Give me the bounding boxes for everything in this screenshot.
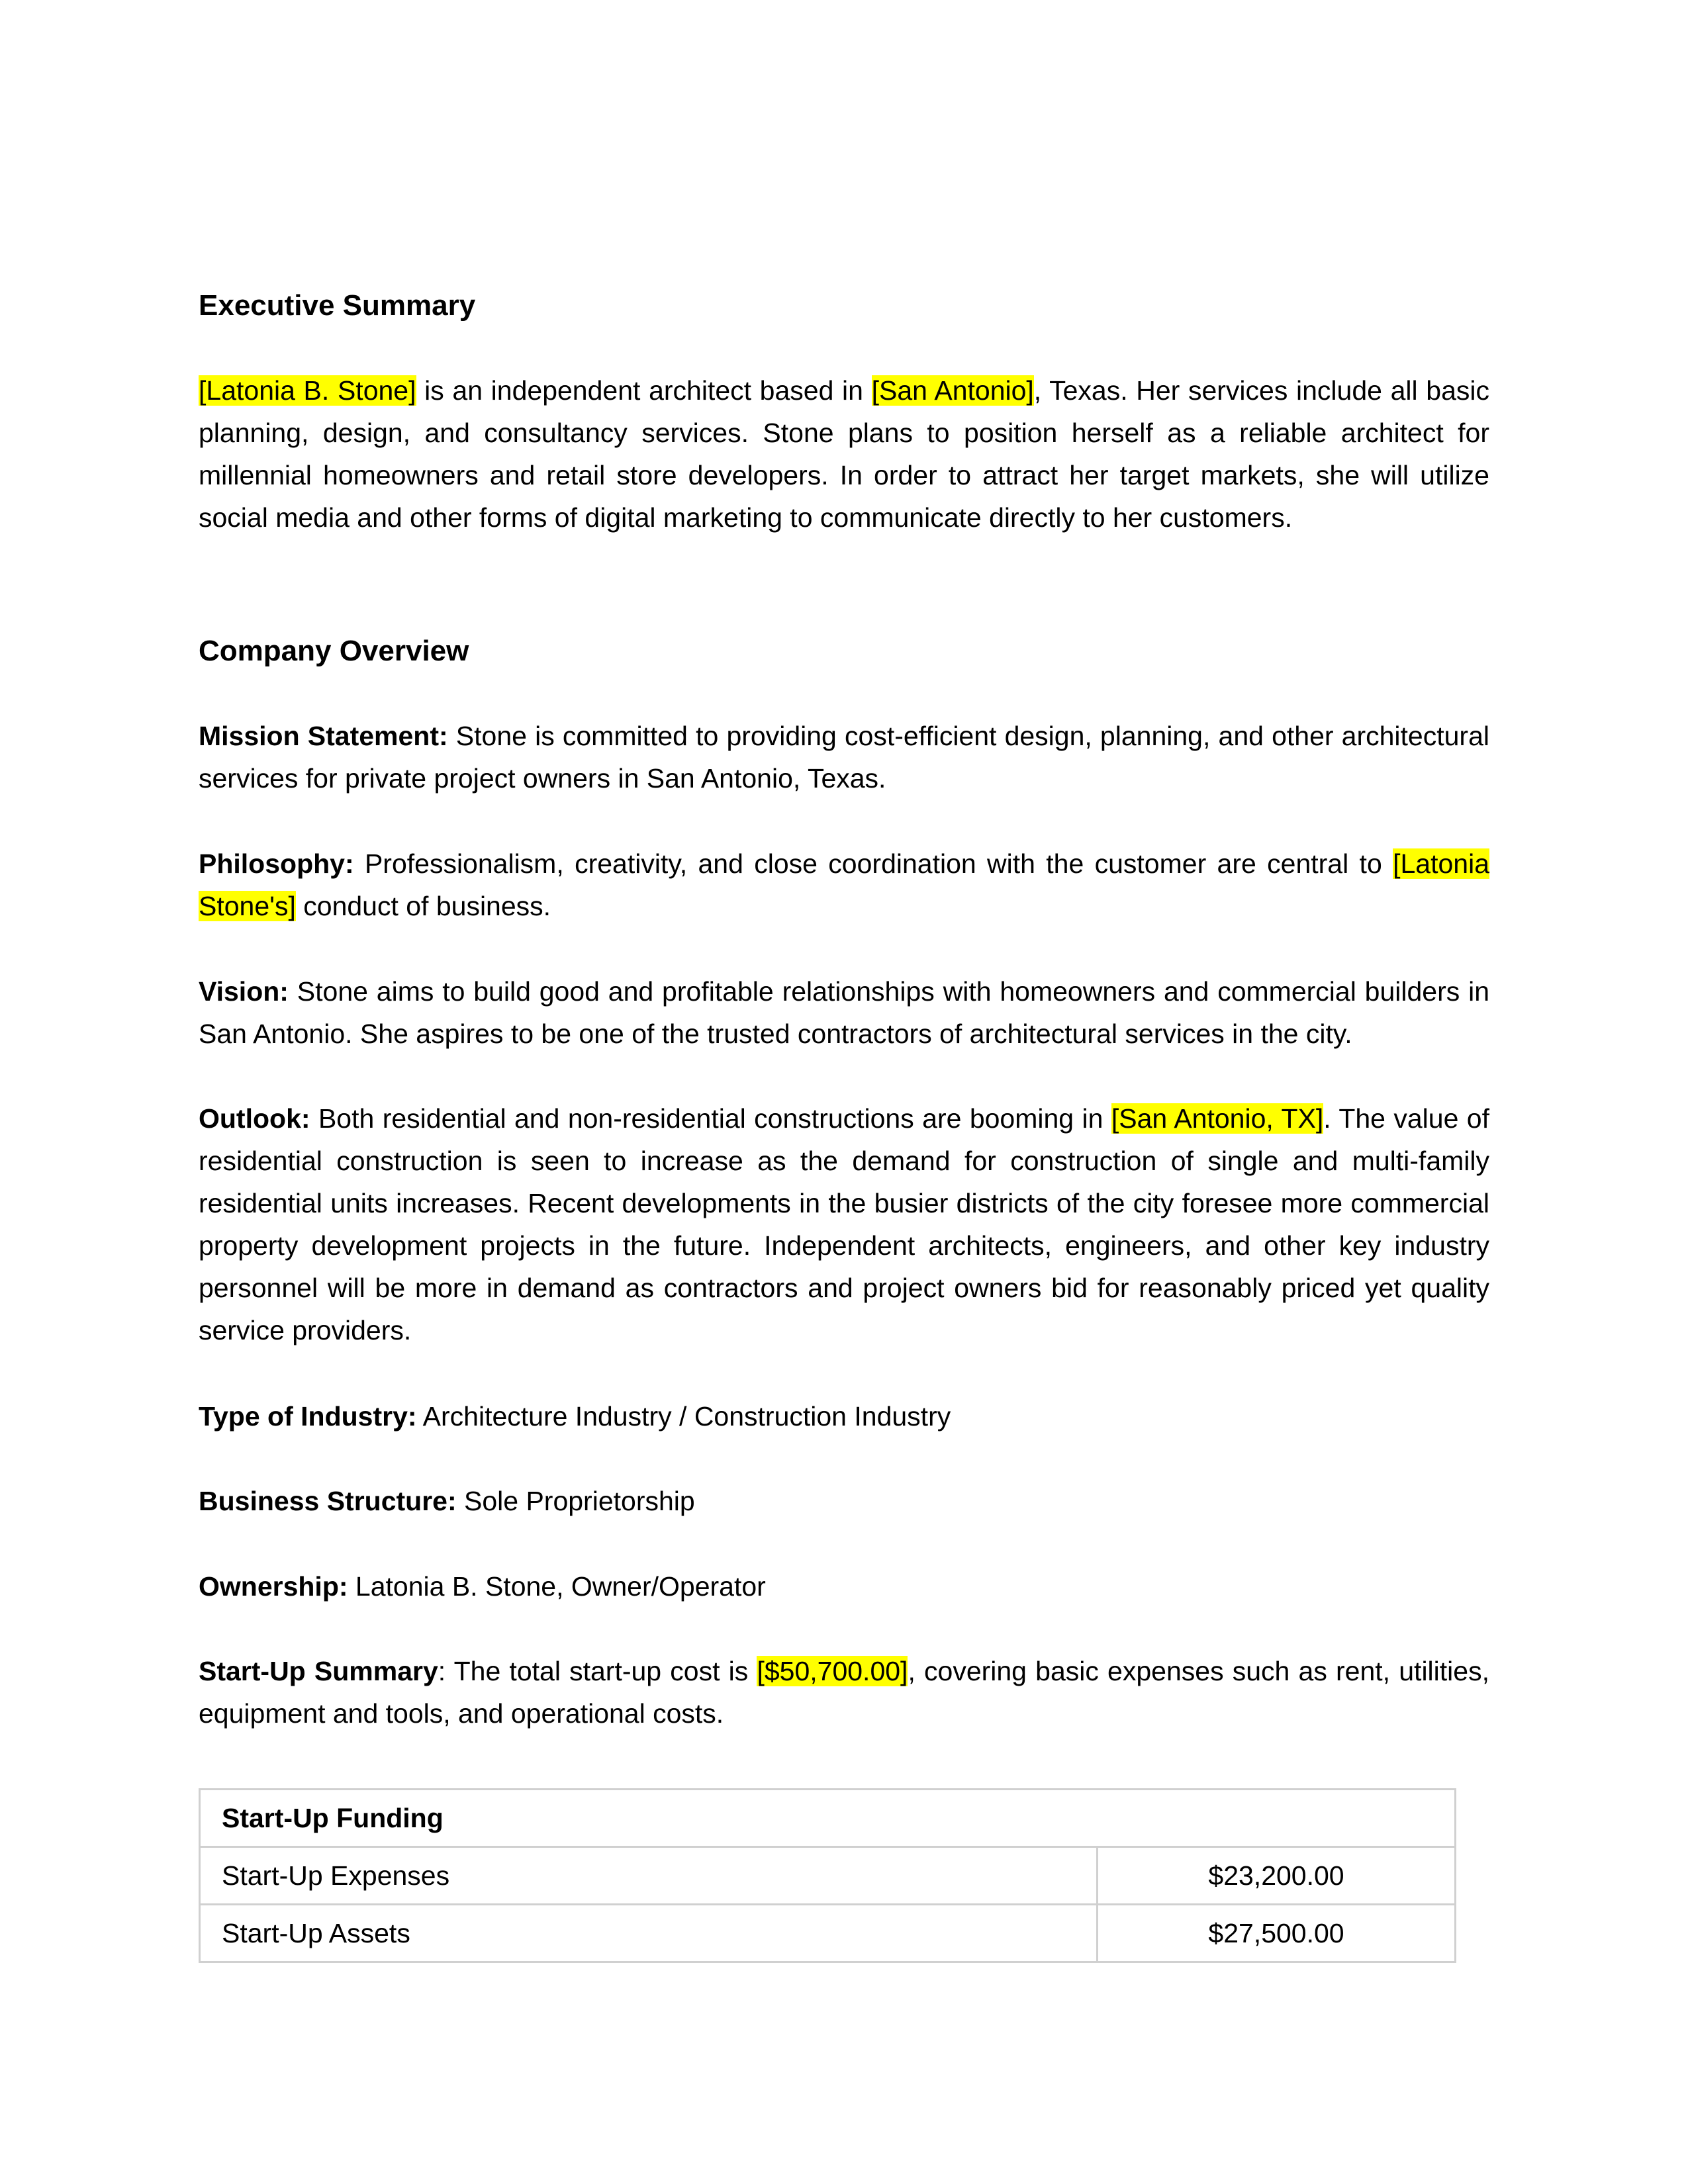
mission-statement — [199, 715, 1489, 799]
highlighted-name: [Latonia B. Stone] — [199, 375, 416, 406]
philosophy-text-2: conduct of business. — [295, 891, 551, 921]
start-up-summary — [199, 1650, 1489, 1735]
vision — [199, 970, 1489, 1055]
outlook — [199, 1097, 1489, 1351]
ownership-text: Latonia B. Stone, Owner/Operator — [348, 1571, 766, 1602]
table-row — [200, 1847, 1456, 1905]
ownership — [199, 1565, 1489, 1608]
philosophy-label: Philosophy: — [199, 848, 354, 879]
outlook-highlight: [San Antonio, TX] — [1111, 1103, 1324, 1134]
company-overview-heading: Company Overview — [199, 635, 469, 667]
outlook-label: Outlook: — [199, 1103, 310, 1134]
startup-text-1: : The total start-up cost is — [438, 1656, 757, 1686]
summary-text-2: , Texas. Her services include all basic planning, design, and consultancy services. Stone plans to position herself as a reliable architect for millennial homeowners and retail store developers. In order to attract her target markets, she will utilize social media and other forms of digital marketing to communicate directly to her customers. — [199, 375, 1489, 533]
row-label: Start-Up Expenses — [200, 1847, 1098, 1905]
table-row — [200, 1905, 1456, 1962]
vision-text: Stone aims to build good and profitable relationships with homeowners and commercial builders in San Antonio. She aspires to be one of the trusted contractors of architectural services in the city. — [199, 976, 1489, 1049]
startup-text-2: , covering basic expenses such as rent, utilities, equipment and tools, and operational costs. — [199, 1656, 1489, 1729]
philosophy-text-1: Professionalism, creativity, and close coordination with the customer are central to — [353, 848, 1393, 879]
startup-label: Start-Up Summary — [199, 1656, 438, 1686]
philosophy — [199, 842, 1489, 927]
row-amount: $27,500.00 — [1098, 1905, 1456, 1962]
industry-label: Type of Industry: — [199, 1401, 417, 1432]
row-label: Start-Up Assets — [200, 1905, 1098, 1962]
philosophy-highlight: [Latonia Stone's] — [199, 848, 1489, 921]
startup-highlight: [$50,700.00] — [757, 1656, 908, 1686]
table-header-row — [200, 1790, 1456, 1847]
mission-text: Stone is committed to providing cost-efficient design, planning, and other architectural services for private project owners in San Antonio, Texas. — [199, 721, 1489, 794]
vision-label: Vision: — [199, 976, 289, 1007]
mission-label: Mission Statement: — [199, 721, 448, 751]
start-up-funding-table — [199, 1788, 1456, 1963]
industry-text: Architecture Industry / Construction Industry — [416, 1401, 951, 1432]
highlighted-city: [San Antonio] — [871, 375, 1034, 406]
business-structure — [199, 1480, 1489, 1522]
type-of-industry — [199, 1395, 1489, 1437]
outlook-text-1: Both residential and non-residential constructions are booming in — [310, 1103, 1111, 1134]
structure-text: Sole Proprietorship — [456, 1486, 695, 1516]
summary-text-1: is an independent architect based in — [416, 375, 872, 406]
row-amount: $23,200.00 — [1098, 1847, 1456, 1905]
ownership-label: Ownership: — [199, 1571, 348, 1602]
executive-summary-paragraph — [199, 369, 1489, 539]
table-header-cell: Start-Up Funding — [200, 1790, 1456, 1847]
structure-label: Business Structure: — [199, 1486, 457, 1516]
executive-summary-heading: Executive Summary — [199, 289, 476, 322]
outlook-text-2: . The value of residential construction is seen to increase as the demand for construction of single and multi-family residential units increases. Recent developments in the busier districts of the city foresee more commercial property development projects in the future. Independent architects, engineers, and other key industry personnel will be more in demand as contractors and project owners bid for reasonably priced yet quality service providers. — [199, 1103, 1490, 1345]
